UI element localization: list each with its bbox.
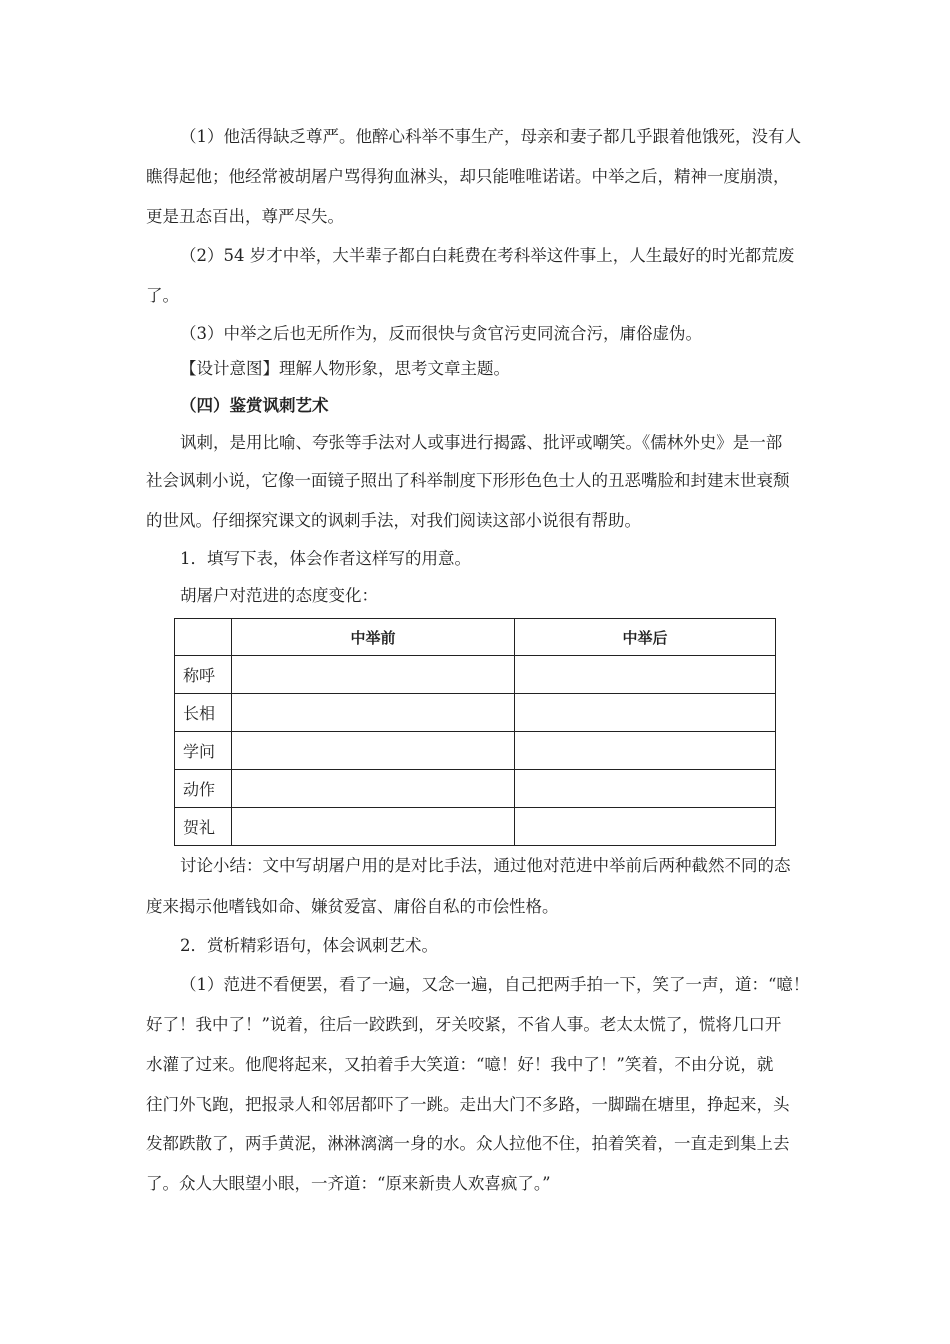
paragraph-line: （3）中举之后也无所作为，反而很快与贪官污吏同流合污，庸俗虚伪。 (180, 324, 702, 343)
quote-line: 好了！我中了！”说着，往后一跤跌到，牙关咬紧，不省人事。老太太慌了，慌将几口开 (146, 1015, 782, 1034)
cell-before[interactable] (232, 694, 515, 732)
table-row (175, 694, 776, 732)
row-label: 学问 (175, 732, 232, 770)
cell-after[interactable] (515, 732, 776, 770)
paragraph-line: （1）他活得缺乏尊严。他醉心科举不事生产，母亲和妻子都几乎跟着他饿死，没有人 (180, 127, 801, 146)
table-row (175, 732, 776, 770)
table-header-corner (175, 619, 232, 656)
row-label: 长相 (175, 694, 232, 732)
paragraph-line: 的世风。仔细探究课文的讽刺手法，对我们阅读这部小说很有帮助。 (146, 511, 641, 530)
cell-before[interactable] (232, 732, 515, 770)
table-row (175, 656, 776, 694)
cell-after[interactable] (515, 808, 776, 846)
attitude-table (174, 618, 776, 846)
row-label: 贺礼 (175, 808, 232, 846)
paragraph-line: 讽刺，是用比喻、夸张等手法对人或事进行揭露、批评或嘲笑。《儒林外史》是一部 (180, 433, 783, 452)
paragraph-line: 更是丑态百出，尊严尽失。 (146, 207, 344, 226)
paragraph-line: （2）54 岁才中举，大半辈子都白白耗费在考科举这件事上，人生最好的时光都荒废 (180, 246, 795, 265)
table-row (175, 770, 776, 808)
paragraph-line: 了。 (146, 286, 179, 305)
design-intent: 【设计意图】理解人物形象，思考文章主题。 (180, 359, 510, 378)
quote-line: 了。众人大眼望小眼，一齐道：“原来新贵人欢喜疯了。” (146, 1174, 551, 1193)
paragraph-line: 社会讽刺小说，它像一面镜子照出了科举制度下形形色色士人的丑恶嘴脸和封建末世衰颓 (146, 471, 790, 490)
section-heading: （四）鉴赏讽刺艺术 (180, 396, 329, 415)
table-caption: 胡屠户对范进的态度变化： (180, 586, 378, 605)
paragraph-line: 讨论小结：文中写胡屠户用的是对比手法，通过他对范进中举前后两种截然不同的态 (180, 856, 791, 875)
quote-line: （1）范进不看便罢，看了一遍，又念一遍，自己把两手拍一下，笑了一声，道：“噫！ (180, 975, 810, 994)
cell-before[interactable] (232, 808, 515, 846)
row-label: 动作 (175, 770, 232, 808)
table-header-row (175, 619, 776, 656)
quote-line: 水灌了过来。他爬将起来，又拍着手大笑道：“噫！好！我中了！”笑着，不由分说，就 (146, 1055, 774, 1074)
cell-after[interactable] (515, 694, 776, 732)
cell-after[interactable] (515, 656, 776, 694)
quote-line: 发都跌散了，两手黄泥，淋淋漓漓一身的水。众人拉他不住，拍着笑着，一直走到集上去 (146, 1134, 790, 1153)
quote-line: 往门外飞跑，把报录人和邻居都吓了一跳。走出大门不多路，一脚踹在塘里，挣起来，头 (146, 1095, 790, 1114)
cell-before[interactable] (232, 656, 515, 694)
paragraph-line: 度来揭示他嗜钱如命、嫌贫爱富、庸俗自私的市侩性格。 (146, 897, 559, 916)
task-heading: 1．填写下表，体会作者这样写的用意。 (180, 549, 471, 568)
table-row (175, 808, 776, 846)
table-header-before: 中举前 (232, 619, 515, 656)
row-label: 称呼 (175, 656, 232, 694)
cell-before[interactable] (232, 770, 515, 808)
table-header-after: 中举后 (515, 619, 776, 656)
paragraph-line: 瞧得起他；他经常被胡屠户骂得狗血淋头，却只能唯唯诺诺。中举之后，精神一度崩溃， (146, 167, 790, 186)
task-heading: 2．赏析精彩语句，体会讽刺艺术。 (180, 936, 438, 955)
cell-after[interactable] (515, 770, 776, 808)
